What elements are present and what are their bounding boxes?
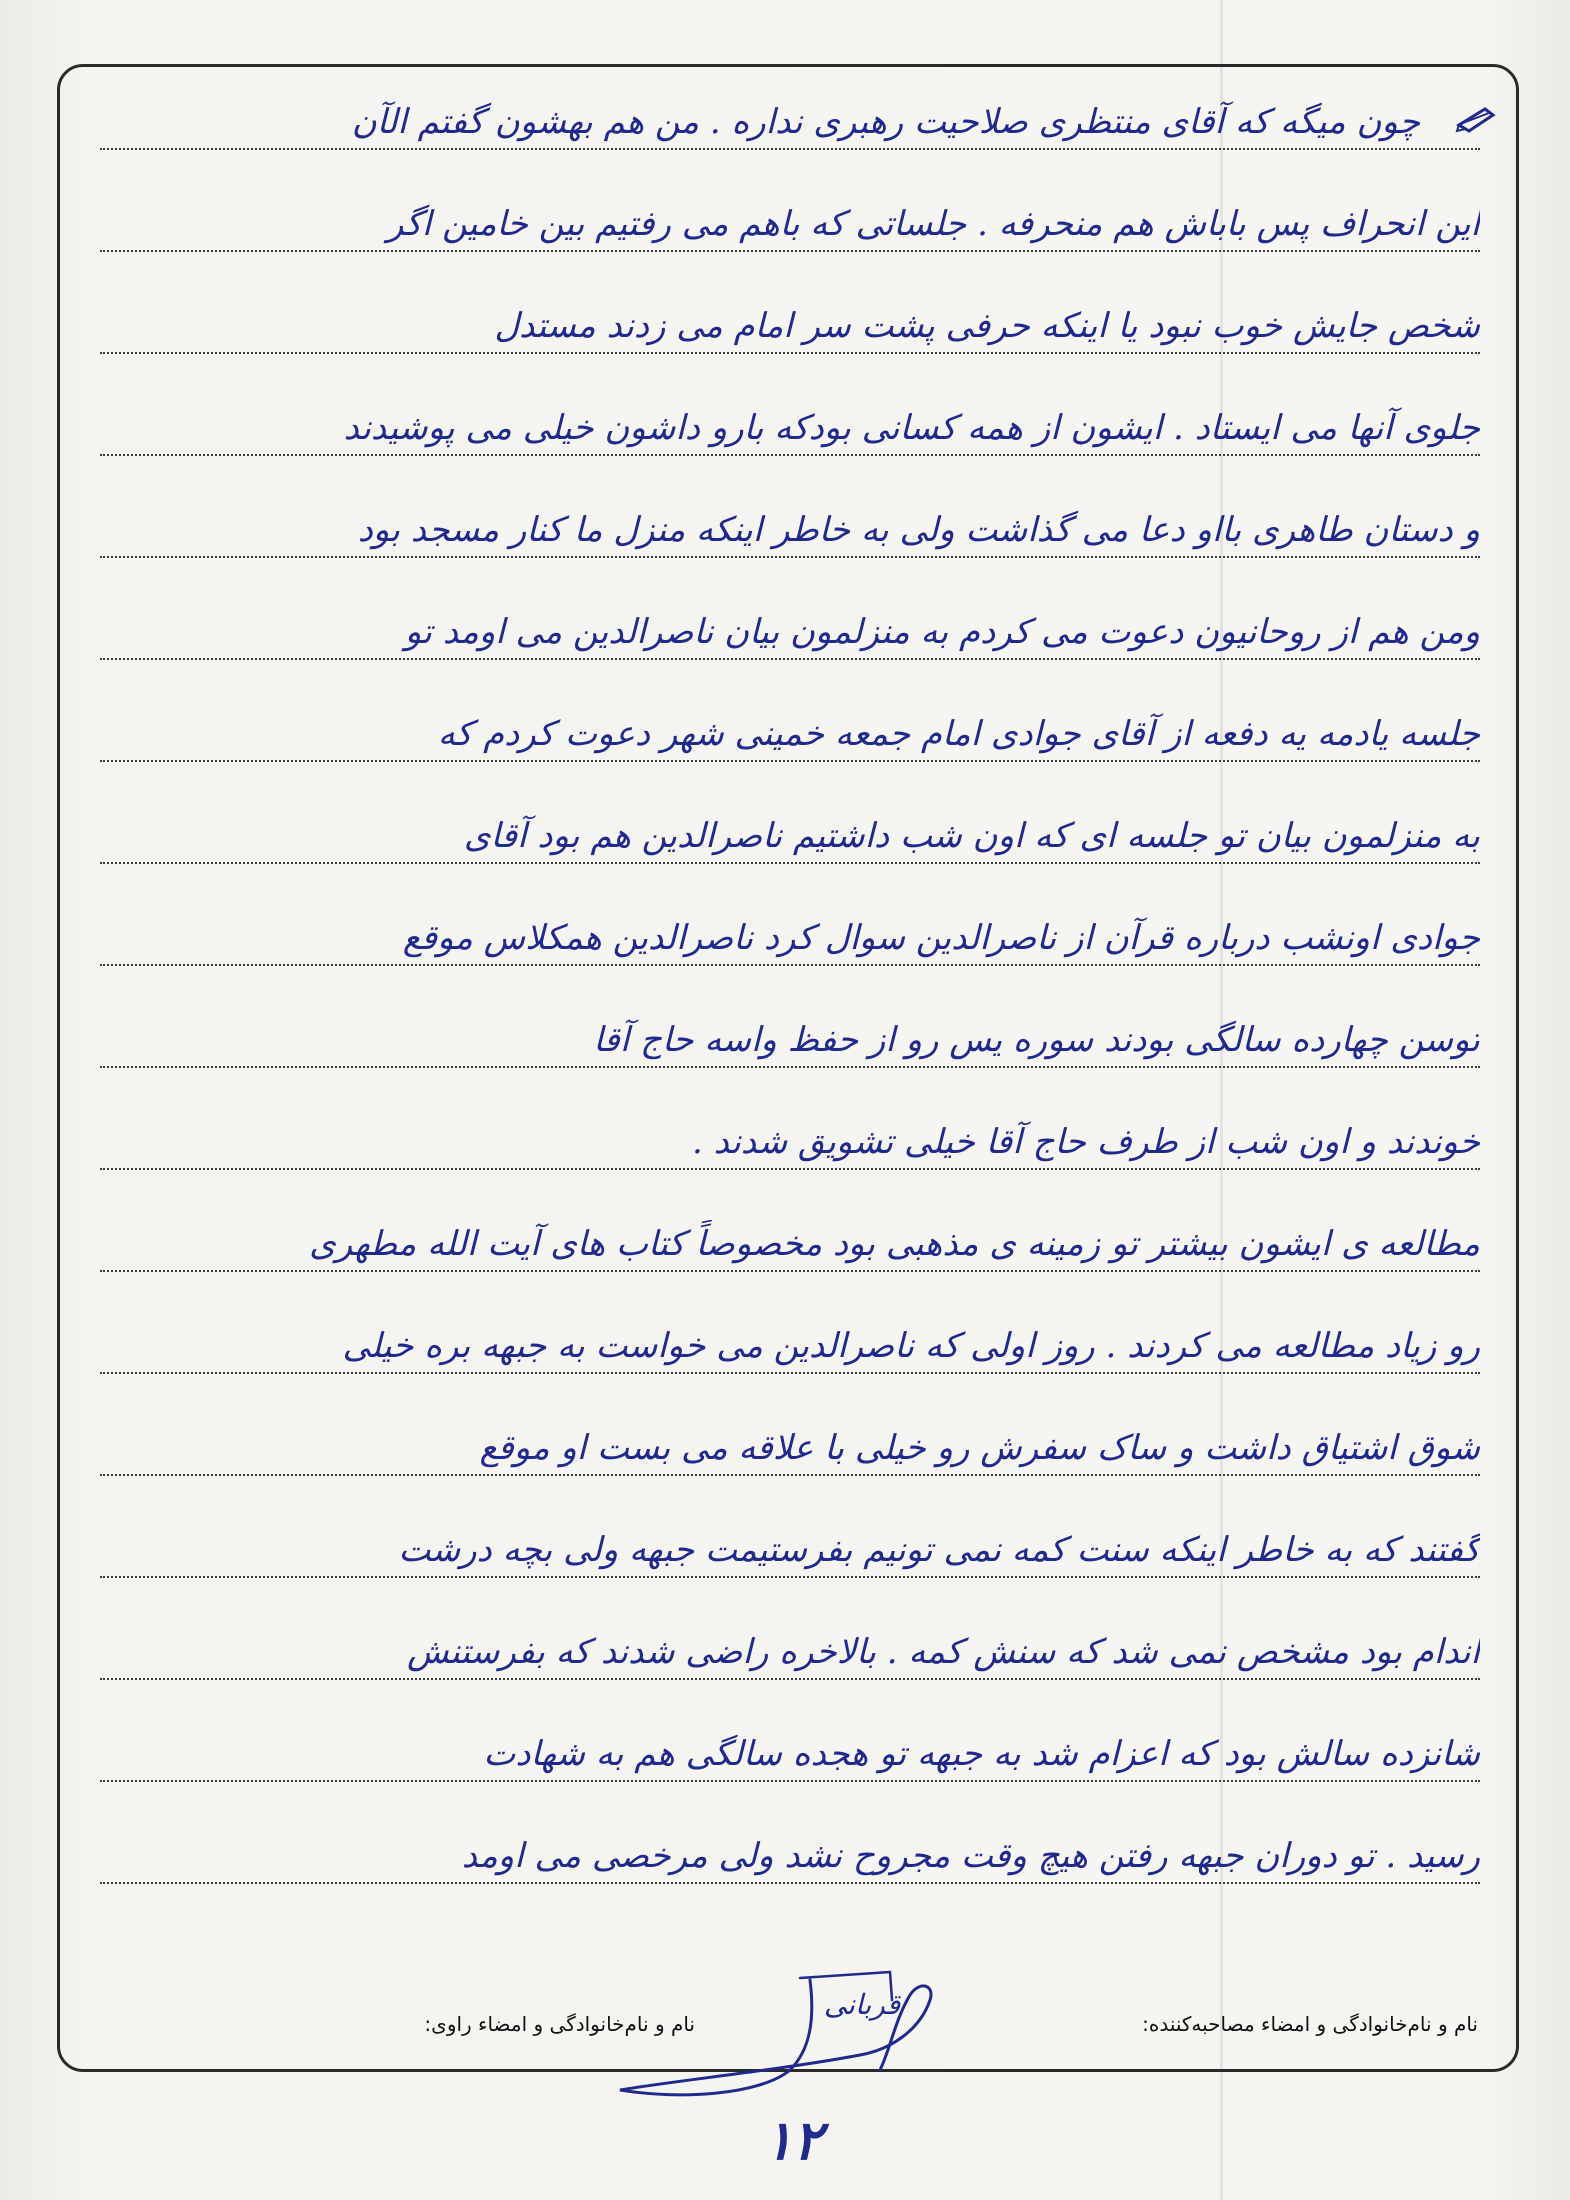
- line-text: این انحراف پس باباش هم منحرفه . جلساتی که باهم می رفتیم بین خامین اگر: [386, 204, 1480, 244]
- line-text: شانزده سالش بود که اعزام شد به جبهه تو هجده سالگی هم به شهادت: [483, 1734, 1480, 1774]
- line-text: شوق اشتیاق داشت و ساک سفرش رو خیلی با علاقه می بست او موقع: [479, 1428, 1480, 1468]
- line-text: ومن هم از روحانیون دعوت می کردم به منزلمون بیان ناصرالدین می اومد تو: [404, 612, 1480, 652]
- line-text: گفتند که به خاطر اینکه سنت کمه نمی تونیم بفرستیمت جبهه ولی بچه درشت: [398, 1530, 1480, 1570]
- line-text: جلوی آنها می ایستاد . ایشون از همه کسانی بودکه بارو داشون خیلی می پوشیدند: [343, 408, 1480, 448]
- text-line: [100, 1416, 1480, 1476]
- text-line: [100, 600, 1480, 660]
- text-line: [100, 906, 1480, 966]
- text-line: [100, 1008, 1480, 1068]
- text-line: [100, 1212, 1480, 1272]
- text-line: [100, 1620, 1480, 1680]
- page-number: ۱۲: [763, 2108, 822, 2172]
- text-line: [100, 804, 1480, 864]
- line-text: اندام بود مشخص نمی شد که سنش کمه . بالاخره راضی شدند که بفرستنش: [407, 1632, 1480, 1672]
- line-text: خوندند و اون شب از طرف حاج آقا خیلی تشویق شدند .: [691, 1122, 1480, 1162]
- text-line: [100, 1314, 1480, 1374]
- text-line: [100, 192, 1480, 252]
- interviewer-signature-name: قربانی: [823, 1988, 901, 2021]
- line-text: جوادی اونشب درباره قرآن از ناصرالدین سوال کرد ناصرالدین همکلاس موقع: [402, 918, 1480, 958]
- line-text: چون میگه که آقای منتظری صلاحیت رهبری نداره . من هم بهشون گفتم الآن: [351, 102, 1420, 142]
- text-line: [100, 1518, 1480, 1578]
- text-line: [100, 1722, 1480, 1782]
- line-text: رسید . تو دوران جبهه رفتن هیچ وقت مجروح نشد ولی مرخصی می اومد: [461, 1836, 1480, 1876]
- interviewer-signature-label: نام و نام‌خانوادگی و امضاء مصاحبه‌کننده:: [1142, 2012, 1478, 2036]
- line-text: جلسه یادمه یه دفعه از آقای جوادی امام جمعه خمینی شهر دعوت کردم که: [437, 714, 1480, 754]
- text-line: [100, 396, 1480, 456]
- text-line: [100, 90, 1480, 150]
- text-line: [100, 702, 1480, 762]
- line-text: رو زیاد مطالعه می کردند . روز اولی که ناصرالدین می خواست به جبهه بره خیلی: [342, 1326, 1480, 1366]
- text-line: [100, 1824, 1480, 1884]
- line-text: شخص جایش خوب نبود یا اینکه حرفی پشت سر امام می زدند مستدل: [494, 306, 1480, 346]
- text-line: [100, 498, 1480, 558]
- text-line: [100, 1110, 1480, 1170]
- line-text: مطالعه ی ایشون بیشتر تو زمینه ی مذهبی بود مخصوصاً کتاب های آیت الله مطهری: [309, 1224, 1480, 1264]
- signature-scribble: [560, 1960, 980, 2110]
- narrator-signature-label: نام و نام‌خانوادگی و امضاء راوی:: [424, 2012, 695, 2036]
- line-text: به منزلمون بیان تو جلسه ای که اون شب داشتیم ناصرالدین هم بود آقای: [463, 816, 1480, 856]
- text-line: [100, 294, 1480, 354]
- line-text: توسن چهارده سالگی بودند سوره یس رو از حفظ واسه حاج آقا: [593, 1020, 1480, 1060]
- line-text: و دستان طاهری بااو دعا می گذاشت ولی به خاطر اینکه منزل ما کنار مسجد بود: [357, 510, 1480, 550]
